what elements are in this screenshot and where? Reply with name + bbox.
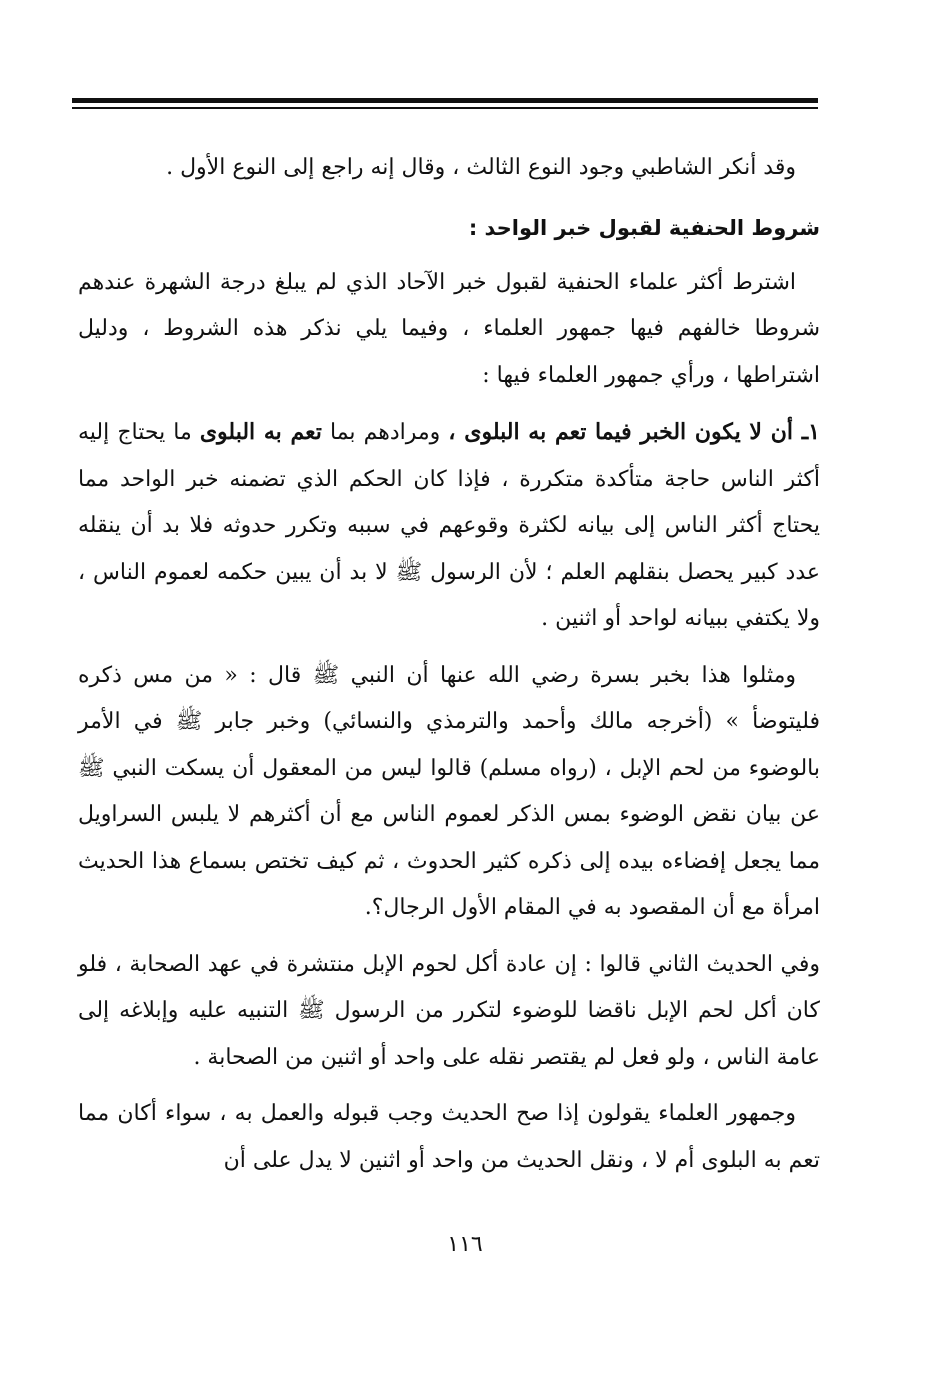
- condition-1-body: ما يحتاج إليه أكثر الناس حاجة متأكدة متكررة ، فإذا كان الحكم الذي تضمنه خبر الواحد مما يحتاج أكثر الناس إلى بيانه لكثرة وقوعهم في سببه وتكرر حدوثه فلا بد أن ينقله عدد كبير يحصل بنقلهم العلم ؛ لأن الرسول ﷺ لا بد أن يبين حكمه لعموم الناس ، ولا يكتفي ببيانه لواحد أو اثنين .: [78, 420, 820, 631]
- section-heading: شروط الحنفية لقبول خبر الواحد :: [468, 215, 820, 240]
- condition-1-term: تعم به البلوى: [199, 419, 322, 445]
- paragraph-second-hadith: وفي الحديث الثاني قالوا : إن عادة أكل لحوم الإبل منتشرة في عهد الصحابة ، فلو كان أكل لحم الإبل ناقضا للوضوء لتكرر من الرسول ﷺ التنبيه عليه وإبلاغه إلى عامة الناس ، ولو فعل لم يقتصر نقله على واحد أو اثنين من الصحابة .: [78, 951, 820, 1070]
- condition-1-title: ١ـ أن لا يكون الخبر فيما تعم به البلوى ،: [448, 419, 820, 445]
- condition-1-pre: ومرادهم بما: [321, 420, 449, 445]
- paragraph-examples: ومثلوا هذا بخبر بسرة رضي الله عنها أن النبي ﷺ قال : « من مس ذكره فليتوضأ » (أخرجه مالك وأحمد والترمذي والنسائي) وخبر جابر ﷺ في الأمر بالوضوء من لحم الإبل ، (رواه مسلم) قالوا ليس من المعقول أن يسكت النبي ﷺ عن بيان نقض الوضوء بمس الذكر لعموم الناس مع أن أكثرهم لا يلبس السراويل مما يجعل إفضاءه بيده إلى ذكره كثير الحدوث ، ثم كيف تختص بسماع هذا الحديث امرأة مع أن المقصود به في المقام الأول الرجال؟.: [78, 662, 820, 920]
- paragraph-majority-view: وجمهور العلماء يقولون إذا صح الحديث وجب قبوله والعمل به ، سواء أكان مما تعم به البلوى أم لا ، ونقل الحديث من واحد أو اثنين لا يدل على أن: [78, 1101, 820, 1173]
- header-rule-thick: [72, 98, 818, 103]
- header-rule-thin: [72, 107, 818, 109]
- paragraph-condition-1: [78, 409, 820, 643]
- intro-paragraph: وقد أنكر الشاطبي وجود النوع الثالث ، وقال إنه راجع إلى النوع الأول .: [166, 155, 796, 180]
- page-number: ١١٦: [447, 1232, 483, 1257]
- paragraph-conditions-intro: اشترط أكثر علماء الحنفية لقبول خبر الآحاد الذي لم يبلغ درجة الشهرة عندهم شروطا خالفهم فيها جمهور العلماء ، وفيما يلي نذكر هذه الشروط ، ودليل اشتراطها ، ورأي جمهور العلماء فيها :: [78, 269, 820, 388]
- page-content: [78, 145, 820, 1184]
